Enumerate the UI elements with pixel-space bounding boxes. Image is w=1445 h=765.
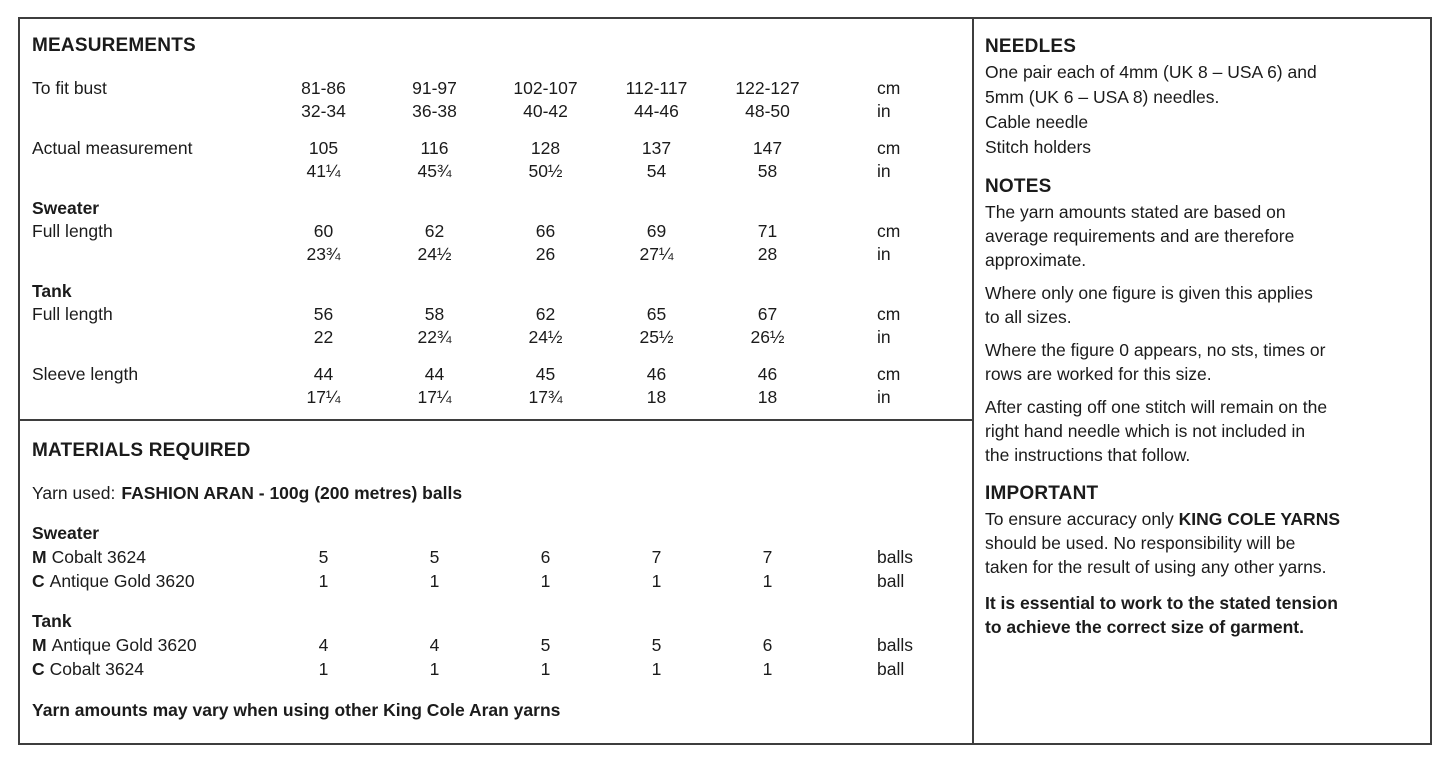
yarn-code: C — [32, 571, 45, 591]
size-values: 60 23¾ — [306, 221, 341, 264]
qty-value: 1 — [762, 659, 773, 679]
brand-emphasis: KING COLE YARNS — [1178, 509, 1341, 529]
garment-heading-tank: Tank — [32, 611, 72, 631]
row-label: Full length — [32, 304, 113, 324]
garment-heading-tank: Tank — [32, 281, 72, 301]
yarn-row — [32, 569, 962, 593]
qty-value: 1 — [540, 659, 551, 679]
size-values: 102-107 40-42 — [513, 78, 578, 121]
yarn-used-line — [32, 482, 962, 505]
size-values: 105 41¼ — [306, 138, 341, 181]
needles-title: NEEDLES — [985, 36, 1077, 57]
yarn-variance-footnote: Yarn amounts may vary when using other King Cole Aran yarns — [32, 700, 561, 720]
size-values: 65 25½ — [639, 304, 674, 347]
row-label: Actual measurement — [32, 138, 193, 158]
unit-labels: cm in — [877, 364, 901, 407]
size-values: 67 26½ — [750, 304, 785, 347]
yarn-code: C — [32, 659, 45, 679]
yarn-code: M — [32, 635, 47, 655]
qty-value: 1 — [651, 571, 662, 591]
garment-heading-sweater: Sweater — [32, 523, 100, 543]
yarn-name: M Cobalt 3624 — [32, 547, 146, 567]
needles-line: 5mm (UK 6 – USA 8) needles. — [985, 87, 1220, 107]
qty-unit: ball — [877, 571, 905, 591]
qty-value: 6 — [762, 635, 773, 655]
row-label: Sleeve length — [32, 364, 139, 384]
unit-labels: cm in — [877, 221, 901, 264]
qty-value: 4 — [318, 635, 329, 655]
size-values: 147 58 — [752, 138, 783, 181]
measurement-row-to-fit-bust — [32, 77, 962, 123]
yarn-row — [32, 657, 962, 681]
measurement-group-tank — [32, 280, 962, 349]
yarn-row — [32, 545, 962, 569]
materials-group-sweater — [32, 521, 962, 593]
measurements-section — [20, 19, 972, 421]
row-label: To fit bust — [32, 78, 107, 98]
size-values: 44 17¼ — [306, 364, 341, 407]
materials-group-tank — [32, 609, 962, 681]
qty-unit: balls — [877, 635, 913, 655]
notes-paragraph: After casting off one stitch will remain on the right hand needle which is not included in the instructions that follow. — [985, 397, 1328, 465]
needles-line: Cable needle — [985, 112, 1089, 132]
materials-section — [20, 421, 972, 743]
important-paragraph: To ensure accuracy only KING COLE YARNS should be used. No responsibility will be taken for the result of using any other yarns. — [985, 509, 1341, 577]
size-values: 81-86 32-34 — [301, 78, 346, 121]
measurement-row-sleeve — [32, 363, 962, 409]
size-values: 46 18 — [757, 364, 778, 407]
yarn-used-value: FASHION ARAN - 100g (200 metres) balls — [121, 483, 463, 503]
qty-value: 1 — [318, 659, 329, 679]
size-values: 58 22¾ — [417, 304, 452, 347]
qty-value: 1 — [318, 571, 329, 591]
notes-paragraph: Where the figure 0 appears, no sts, times or rows are worked for this size. — [985, 340, 1326, 384]
materials-title: MATERIALS REQUIRED — [32, 440, 251, 461]
qty-unit: ball — [877, 659, 905, 679]
garment-heading-sweater: Sweater — [32, 198, 100, 218]
size-values: 112-117 44-46 — [625, 78, 688, 121]
qty-value: 4 — [429, 635, 440, 655]
qty-value: 5 — [318, 547, 329, 567]
left-pane — [20, 19, 974, 743]
measurement-row-actual — [32, 137, 962, 183]
size-values: 128 50½ — [528, 138, 563, 181]
notes-paragraph: Where only one figure is given this applies to all sizes. — [985, 283, 1313, 327]
size-values: 137 54 — [641, 138, 672, 181]
qty-unit: balls — [877, 547, 913, 567]
qty-value: 1 — [651, 659, 662, 679]
size-values: 91-97 36-38 — [412, 78, 457, 121]
qty-value: 5 — [540, 635, 551, 655]
info-panel — [974, 19, 1430, 743]
row-label: Full length — [32, 221, 113, 241]
notes-paragraph: The yarn amounts stated are based on average requirements and are therefore approximate. — [985, 202, 1295, 270]
important-title: IMPORTANT — [985, 483, 1099, 504]
yarn-row — [32, 633, 962, 657]
yarn-name: C Cobalt 3624 — [32, 659, 145, 679]
unit-labels: cm in — [877, 78, 901, 121]
pattern-sheet — [18, 17, 1432, 745]
size-values: 69 27¼ — [639, 221, 674, 264]
unit-labels: cm in — [877, 138, 901, 181]
size-values: 62 24½ — [528, 304, 563, 347]
yarn-code: M — [32, 547, 47, 567]
yarn-name: M Antique Gold 3620 — [32, 635, 197, 655]
qty-value: 1 — [429, 571, 440, 591]
tension-warning: It is essential to work to the stated tension to achieve the correct size of garment. — [985, 593, 1338, 637]
size-values: 46 18 — [646, 364, 667, 407]
size-values: 71 28 — [757, 221, 778, 264]
qty-value: 5 — [651, 635, 662, 655]
size-values: 116 45¾ — [417, 138, 452, 181]
needles-line: Stitch holders — [985, 137, 1092, 157]
size-values: 56 22 — [313, 304, 334, 347]
yarn-name: C Antique Gold 3620 — [32, 571, 195, 591]
qty-value: 5 — [429, 547, 440, 567]
measurements-title: MEASUREMENTS — [32, 35, 196, 56]
qty-value: 7 — [762, 547, 773, 567]
qty-value: 1 — [540, 571, 551, 591]
size-values: 66 26 — [535, 221, 556, 264]
qty-value: 1 — [429, 659, 440, 679]
qty-value: 1 — [762, 571, 773, 591]
notes-title: NOTES — [985, 176, 1052, 197]
size-values: 44 17¼ — [417, 364, 452, 407]
measurement-group-sweater — [32, 197, 962, 266]
yarn-used-label: Yarn used: — [32, 483, 116, 503]
size-values: 122-127 48-50 — [735, 78, 800, 121]
unit-labels: cm in — [877, 304, 901, 347]
qty-value: 6 — [540, 547, 551, 567]
needles-line: One pair each of 4mm (UK 8 – USA 6) and — [985, 62, 1317, 82]
size-values: 62 24½ — [417, 221, 452, 264]
size-values: 45 17¾ — [528, 364, 563, 407]
qty-value: 7 — [651, 547, 662, 567]
